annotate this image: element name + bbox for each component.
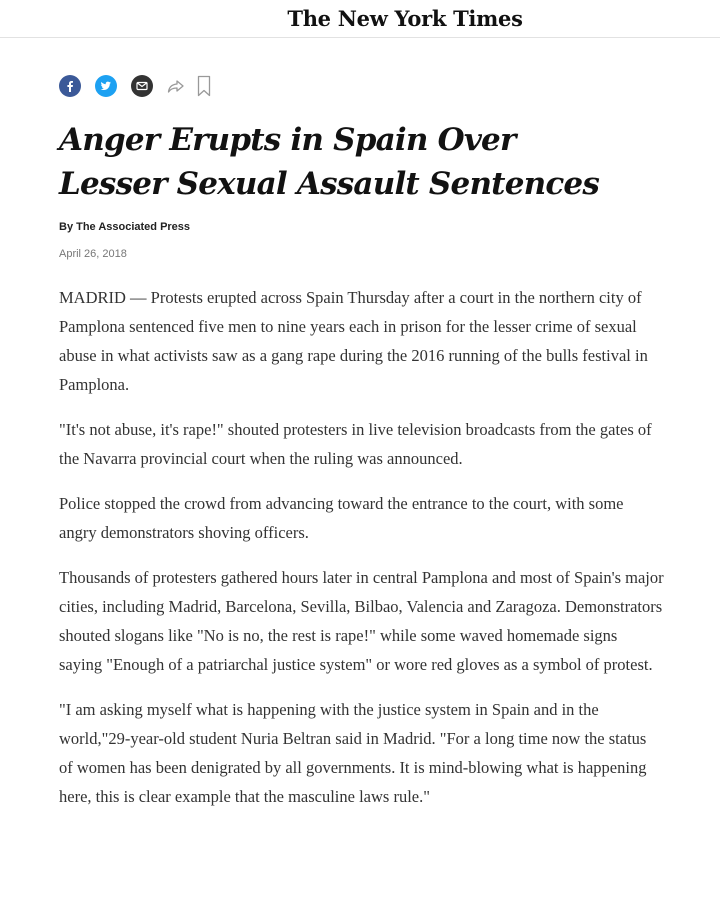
bookmark-icon	[197, 75, 211, 97]
masthead	[0, 0, 720, 38]
article-headline	[59, 118, 599, 206]
facebook-icon	[64, 80, 76, 92]
more-share-button[interactable]	[167, 79, 185, 93]
publish-date: April 26, 2018	[59, 248, 127, 260]
article-paragraph: MADRID — Protests erupted across Spain Thursday after a court in the northern city of Pamplona sentenced five men to nine years each in prison for the lesser crime of sexual abuse in what activists saw as a gang rape during the 2016 running of the bulls festival in Pamplona.	[59, 288, 648, 394]
twitter-share-button[interactable]	[95, 75, 117, 97]
article-paragraph: "It's not abuse, it's rape!" shouted protesters in live television broadcasts from the gates of the Navarra provincial court when the ruling was announced.	[59, 420, 652, 468]
headline-line-2: Lesser Sexual Assault Sentences	[59, 166, 600, 202]
article-body	[59, 283, 664, 827]
headline-line-1: Anger Erupts in Spain Over	[59, 122, 516, 158]
byline: By The Associated Press	[59, 221, 191, 233]
twitter-icon	[100, 80, 112, 92]
save-article-button[interactable]	[197, 75, 211, 97]
email-share-button[interactable]	[131, 75, 153, 97]
article-paragraph: Police stopped the crowd from advancing toward the entrance to the court, with some angry demonstrators shoving officers.	[59, 494, 624, 542]
article-paragraph: "I am asking myself what is happening with the justice system in Spain and in the world,"29-year-old student Nuria Beltran said in Madrid. "For a long time now the status of women has been denigrated by all governments. It is mind-blowing what is happening here, this is clear example that the masculine laws rule."	[59, 700, 647, 806]
email-icon	[136, 81, 148, 91]
facebook-share-button[interactable]	[59, 75, 81, 97]
share-toolbar	[59, 75, 223, 97]
article-paragraph: Thousands of protesters gathered hours later in central Pamplona and most of Spain's major cities, including Madrid, Barcelona, Sevilla, Bilbao, Valencia and Zaragoza. Demonstrators shouted slogans like "No is no, the rest is rape!" while some waved homemade signs saying "Enough of a patriarchal justice system" or wore red gloves as a symbol of protest.	[59, 568, 664, 674]
share-icon	[167, 79, 185, 93]
nyt-logo[interactable]: The New York Times	[287, 6, 523, 31]
